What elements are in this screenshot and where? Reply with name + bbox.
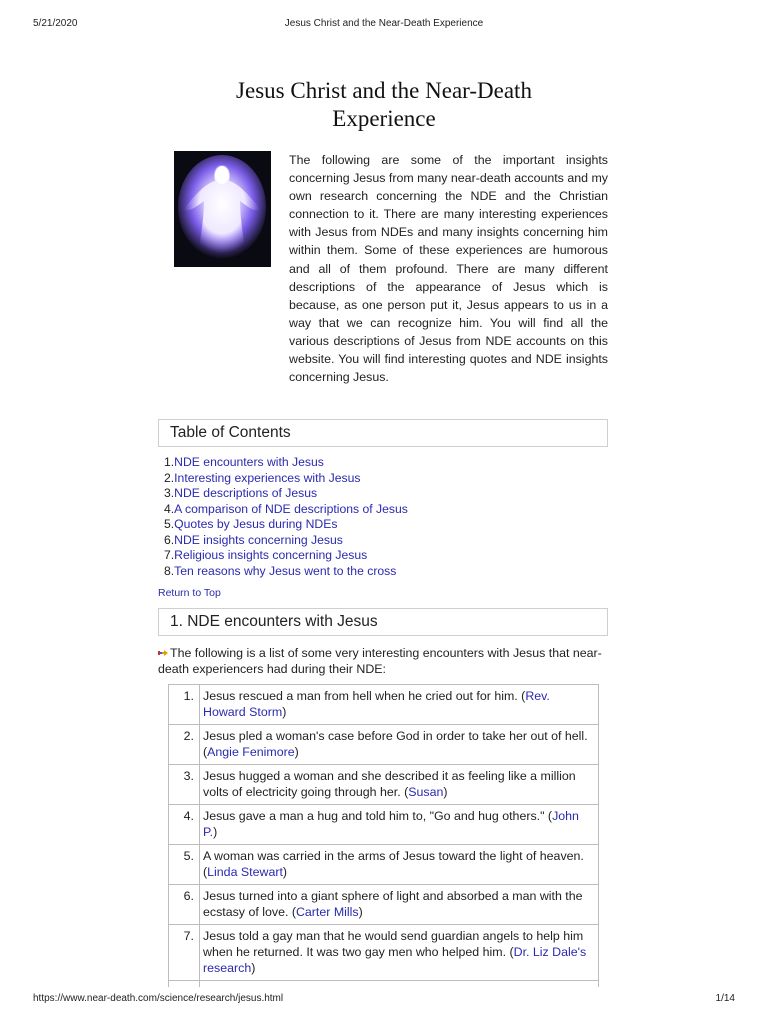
toc-item xyxy=(164,548,594,564)
row-close-paren: ) xyxy=(251,961,256,975)
row-text xyxy=(200,845,599,885)
row-text xyxy=(200,685,599,725)
row-text xyxy=(200,925,599,981)
toc-item xyxy=(164,517,594,533)
toc-item xyxy=(164,502,594,518)
row-number: 2. xyxy=(169,725,200,765)
source-link[interactable]: Rev. Howard Storm xyxy=(203,689,550,719)
row-number: 1. xyxy=(169,685,200,725)
toc-item-number: 5. xyxy=(164,517,175,531)
row-number: 7. xyxy=(169,925,200,981)
row-number: 4. xyxy=(169,805,200,845)
toc-item-number: 7. xyxy=(164,548,175,562)
row-close-paren: ) xyxy=(358,905,363,919)
source-link[interactable]: John P. xyxy=(203,809,579,839)
source-link[interactable]: Susan xyxy=(408,785,444,799)
row-number: 6. xyxy=(169,885,200,925)
table-row xyxy=(169,925,599,981)
row-description: A woman was carried in the arms of Jesus toward the light of heaven. ( xyxy=(203,849,584,879)
table-row xyxy=(169,805,599,845)
toc-item xyxy=(164,455,594,471)
row-close-paren: ) xyxy=(213,825,218,839)
glowing-figure-illustration xyxy=(174,151,271,267)
row-text xyxy=(200,885,599,925)
toc-item-number: 2. xyxy=(164,470,175,485)
toc-item-number: 4. xyxy=(164,501,175,516)
print-footer-url: https://www.near-death.com/science/research/jesus.html xyxy=(33,993,284,1004)
print-header-title: Jesus Christ and the Near-Death Experience xyxy=(284,18,484,29)
row-description: Jesus told a gay man that he would send guardian angels to help him when he returned. It was two gay men who helped him. ( xyxy=(203,929,584,959)
toc-item-number: 1. xyxy=(164,455,175,469)
row-number: 5. xyxy=(169,845,200,885)
row-close-paren: ) xyxy=(294,745,299,759)
table-row xyxy=(169,765,599,805)
toc-link-nde-insights[interactable]: NDE insights concerning Jesus xyxy=(174,532,343,547)
table-row xyxy=(169,725,599,765)
toc-item-number: 6. xyxy=(164,532,175,547)
toc-item xyxy=(164,471,594,487)
encounters-table xyxy=(168,684,599,987)
toc-item-number: 8. xyxy=(164,563,175,578)
table-row xyxy=(169,685,599,725)
row-description: Jesus pled a woman's case before God in order to take her out of hell. ( xyxy=(203,729,588,759)
pointing-hand-icon xyxy=(158,646,169,656)
page-title-line-1: Jesus Christ and the Near-Death xyxy=(236,78,532,103)
row-description: Jesus turned into a giant sphere of light and absorbed a man with the ecstasy of love. ( xyxy=(203,889,583,919)
row-number-empty xyxy=(169,981,200,988)
toc-item xyxy=(164,564,594,580)
toc-link-quotes[interactable]: Quotes by Jesus during NDEs xyxy=(174,517,338,531)
toc-link-nde-descriptions[interactable]: NDE descriptions of Jesus xyxy=(174,486,318,500)
intro-paragraph: The following are some of the important insights concerning Jesus from many near-death accounts and my own research concerning the NDE and the Christian connection to it. There are many interesting experiences with Jesus from NDEs and many insights concerning him within them. Some of these experiences are humorous and all of them profound. There are many different descriptions of the appearance of Jesus which is because, as one person put it, Jesus appears to us in a way that we can recognize him. You will find all the various descriptions of Jesus from NDE accounts on this website. You will find interesting quotes and NDE insights concerning Jesus. xyxy=(289,153,608,385)
section-lead-paragraph xyxy=(158,645,608,677)
row-close-paren: ) xyxy=(443,785,448,799)
row-description: Jesus gave a man a hug and told him to, "Go and hug others." ( xyxy=(203,809,553,823)
return-to-top-link[interactable]: Return to Top xyxy=(158,587,221,599)
source-link[interactable]: Linda Stewart xyxy=(207,865,283,879)
toc-item xyxy=(164,533,594,549)
row-description: Jesus rescued a man from hell when he cried out for him. ( xyxy=(203,689,526,703)
source-link[interactable]: Dr. Liz Dale's research xyxy=(203,945,587,975)
toc-item-number: 3. xyxy=(164,486,175,500)
toc-link-interesting-experiences[interactable]: Interesting experiences with Jesus xyxy=(174,470,361,485)
toc-item xyxy=(164,486,594,502)
row-number: 3. xyxy=(169,765,200,805)
row-text-empty xyxy=(200,981,599,988)
print-date: 5/21/2020 xyxy=(33,18,78,29)
page-title xyxy=(158,77,610,133)
toc-link-religious-insights[interactable]: Religious insights concerning Jesus xyxy=(174,548,368,562)
source-link[interactable]: Carter Mills xyxy=(295,905,359,919)
row-text xyxy=(200,765,599,805)
table-row-continued xyxy=(169,981,599,988)
toc-heading: Table of Contents xyxy=(158,419,608,447)
table-row xyxy=(169,845,599,885)
toc-link-ten-reasons[interactable]: Ten reasons why Jesus went to the cross xyxy=(174,563,397,578)
row-close-paren: ) xyxy=(282,865,288,879)
row-close-paren: ) xyxy=(282,705,287,719)
section-heading-encounters: 1. NDE encounters with Jesus xyxy=(158,608,608,636)
toc-link-comparison[interactable]: A comparison of NDE descriptions of Jesus xyxy=(174,501,408,516)
page-title-line-2: Experience xyxy=(332,106,436,131)
table-row xyxy=(169,885,599,925)
row-text xyxy=(200,725,599,765)
section-lead-text: The following is a list of some very interesting encounters with Jesus that near-death experiencers had during their NDE: xyxy=(158,646,602,676)
jesus-light-image xyxy=(174,151,271,267)
toc-link-nde-encounters[interactable]: NDE encounters with Jesus xyxy=(174,455,324,469)
source-link[interactable]: Angie Fenimore xyxy=(207,745,295,759)
print-page-number: 1/14 xyxy=(715,993,735,1004)
toc-list xyxy=(164,455,594,579)
row-text xyxy=(200,805,599,845)
row-description: Jesus hugged a woman and she described it as feeling like a million volts of electricity going through her. ( xyxy=(203,769,576,799)
